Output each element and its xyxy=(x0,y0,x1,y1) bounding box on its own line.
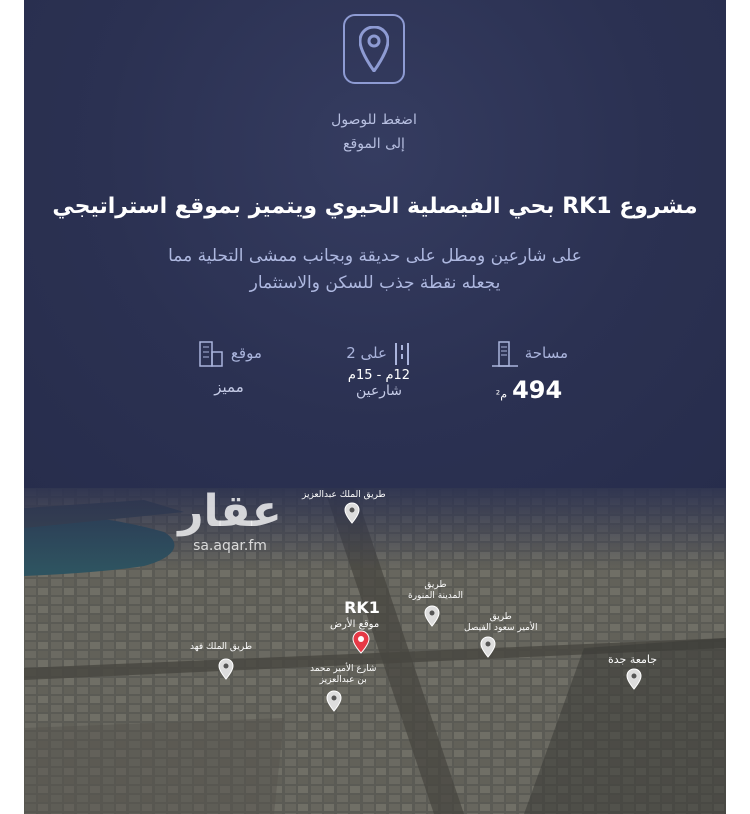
buildings-icon xyxy=(196,340,226,368)
label-jeddah-university: جامعة جدة xyxy=(608,653,658,666)
stat-area-unit: م² xyxy=(495,388,508,401)
stat-streets-value: شارعين xyxy=(356,383,402,399)
map-pin-icon[interactable] xyxy=(480,636,496,658)
site-pin-icon[interactable] xyxy=(352,630,370,654)
road-icon xyxy=(392,341,412,367)
tap-line-1: اضغط للوصول xyxy=(331,112,417,128)
headline: مشروع RK1 بحي الفيصلية الحيوي ويتميز بموقع استراتيجي xyxy=(52,194,698,219)
label-prince-mohammed-st: شارع الأمير محمد بن عبدالعزيز xyxy=(310,664,377,685)
map-pin-icon[interactable] xyxy=(344,502,360,524)
stat-streets-label: على 2 xyxy=(314,338,444,368)
subtitle xyxy=(44,243,706,297)
map-pin-icon[interactable] xyxy=(326,690,342,712)
map-pin-icon xyxy=(359,26,389,72)
aqar-watermark xyxy=(160,486,300,554)
stat-area-label: مساحة xyxy=(464,338,594,368)
stat-location xyxy=(164,338,294,396)
subtitle-line-2: يجعله نقطة جذب للسكن والاستثمار xyxy=(249,273,501,293)
watermark-brand: عقار xyxy=(178,486,282,537)
map-pin-icon[interactable] xyxy=(626,668,642,690)
map-pin-icon[interactable] xyxy=(424,605,440,627)
label-madinah-rd: طريق المدينة المنورة xyxy=(408,580,463,601)
stat-area-value: 494 xyxy=(512,376,563,404)
subtitle-line-1: على شارعين ومطل على حديقة وبجانب ممشى التحلية مما xyxy=(168,246,582,266)
stat-streets-widths: 12م - 15م xyxy=(347,368,411,383)
label-prince-saud-rd: طريق الأمير سعود الفيصل xyxy=(464,612,538,633)
stat-location-label: موقع xyxy=(164,338,294,368)
label-king-abdulaziz-rd: طريق الملك عبدالعزيز xyxy=(302,490,386,500)
poster xyxy=(24,0,726,814)
location-button[interactable] xyxy=(343,14,405,84)
ruler-building-icon xyxy=(490,339,520,369)
label-king-fahd-rd: طريق الملك فهد xyxy=(190,642,253,652)
map-pin-icon[interactable] xyxy=(218,658,234,680)
rk1-logo: RK1 xyxy=(344,598,380,617)
stat-streets xyxy=(314,338,444,399)
stat-area xyxy=(464,338,594,404)
watermark-url: sa.aqar.fm xyxy=(193,538,267,554)
label-site: موقع الأرض xyxy=(330,619,380,630)
aerial-map[interactable] xyxy=(24,488,726,814)
tap-line-2: إلى الموقع xyxy=(343,136,405,152)
tap-to-location-text[interactable] xyxy=(274,108,474,156)
stat-location-value: مميز xyxy=(214,378,244,396)
